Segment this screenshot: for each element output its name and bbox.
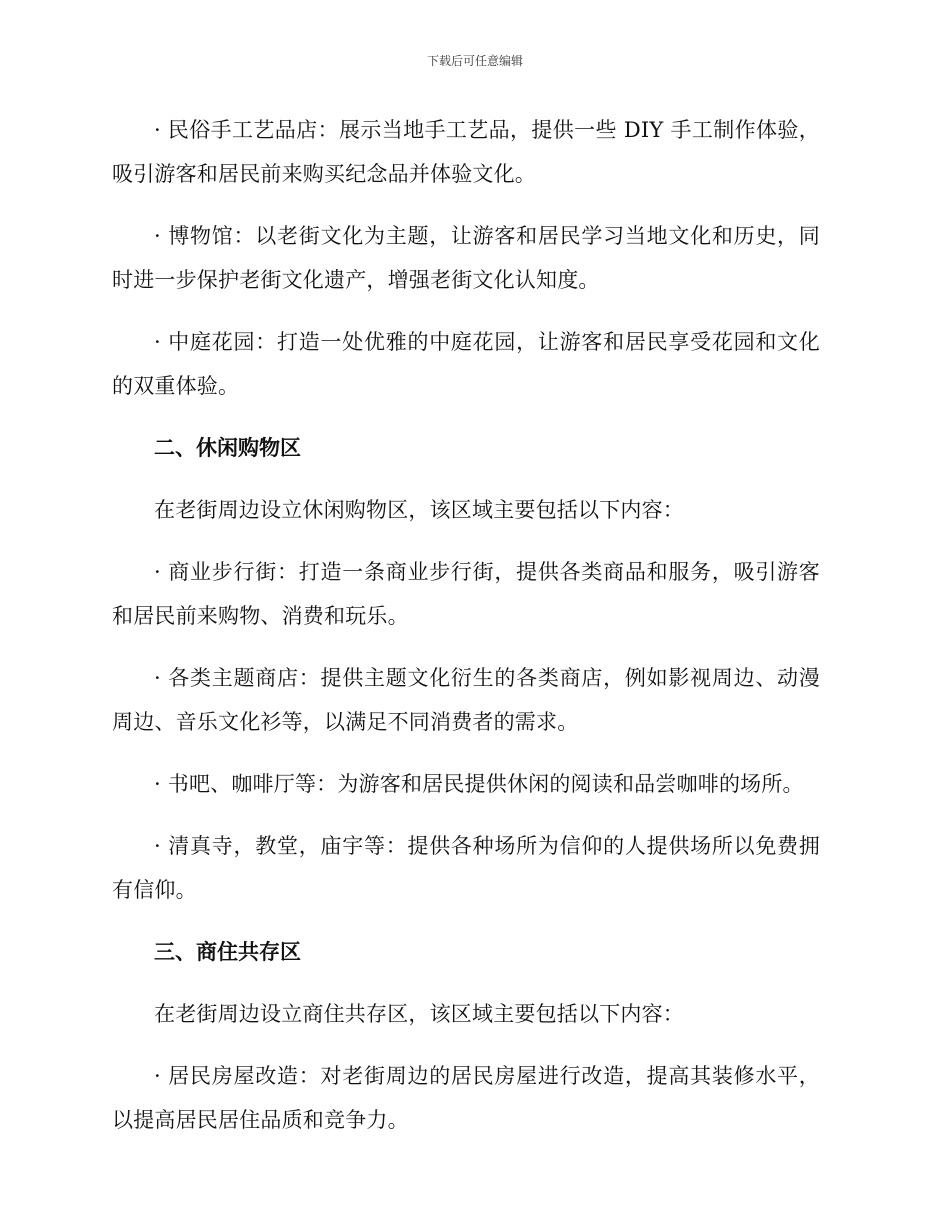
paragraph-courtyard-garden: · 中庭花园：打造一处优雅的中庭花园，让游客和居民享受花园和文化的双重体验。 <box>112 330 820 398</box>
paragraph-housing-renovation: · 居民房屋改造：对老街周边的居民房屋进行改造，提高其装修水平，以提高居民居住品质和竞争力。 <box>112 1064 820 1132</box>
page-header: 下载后可任意编辑 <box>426 54 523 68</box>
paragraph-theme-stores: · 各类主题商店：提供主题文化衍生的各类商店，例如影视周边、动漫周边、音乐文化衫等，以满足不同消费者的需求。 <box>112 666 820 734</box>
document-body <box>112 108 820 1160</box>
section-heading-leisure-shopping: 二、休闲购物区 <box>154 436 301 460</box>
paragraph-religious-sites: · 清真寺，教堂，庙宇等：提供各种场所为信仰的人提供场所以免费拥有信仰。 <box>112 834 820 902</box>
paragraph-mixed-use-intro: 在老街周边设立商住共存区，该区域主要包括以下内容： <box>154 1002 684 1026</box>
paragraph-book-cafe: · 书吧、咖啡厅等：为游客和居民提供休闲的阅读和品尝咖啡的场所。 <box>154 772 804 796</box>
section-heading-mixed-use: 三、商住共存区 <box>154 940 301 964</box>
paragraph-pedestrian-street: · 商业步行街：打造一条商业步行街，提供各类商品和服务，吸引游客和居民前来购物、消费和玩乐。 <box>112 560 820 628</box>
paragraph-folk-craft-shop: · 民俗手工艺品店：展示当地手工艺品，提供一些 DIY 手工制作体验，吸引游客和居民前来购买纪念品并体验文化。 <box>112 118 820 186</box>
paragraph-leisure-intro: 在老街周边设立休闲购物区，该区域主要包括以下内容： <box>154 498 684 522</box>
paragraph-museum: · 博物馆：以老街文化为主题，让游客和居民学习当地文化和历史，同时进一步保护老街文化遗产，增强老街文化认知度。 <box>112 224 820 292</box>
